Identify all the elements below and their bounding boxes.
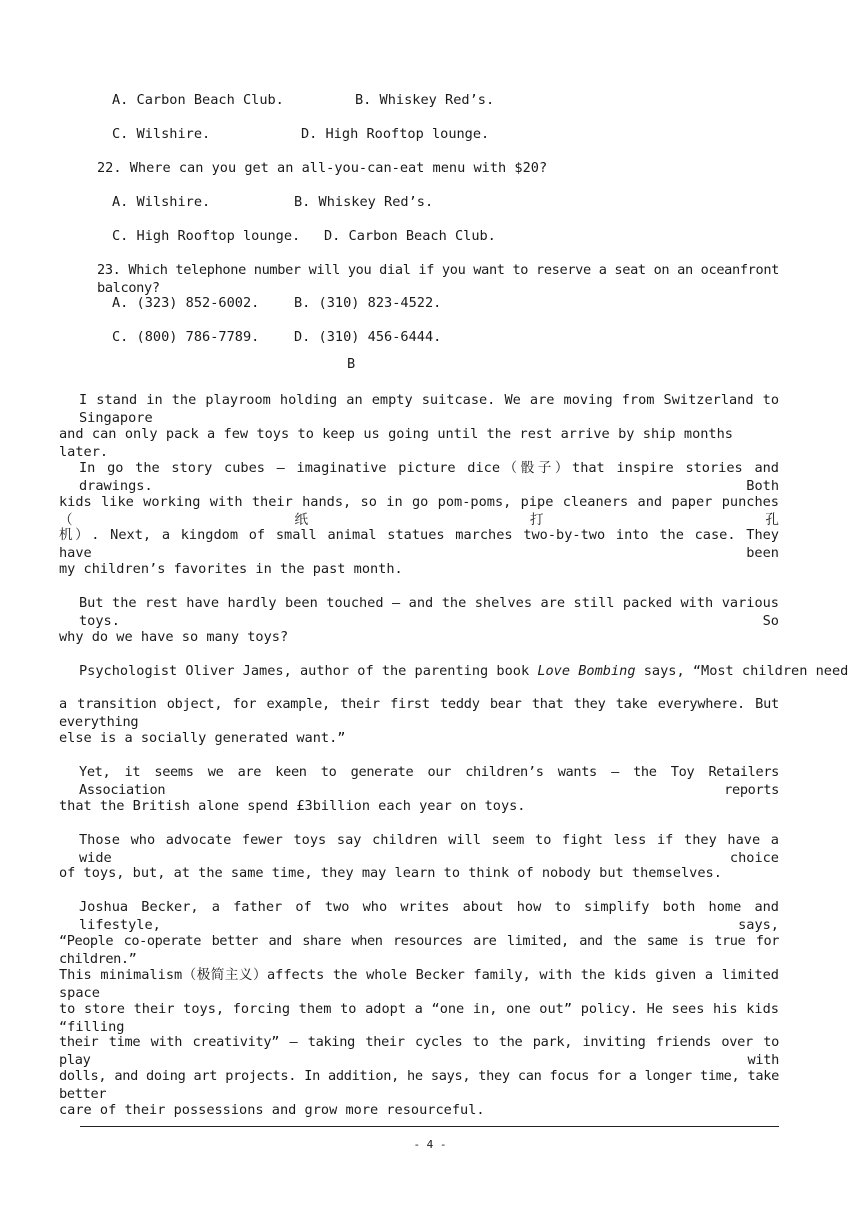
passage-p7-line3: This minimalism（极简主义）affects the whole Becker family, with the kids given a limited space: [59, 967, 779, 1001]
section-heading: B: [347, 356, 356, 372]
passage-p7-line5: their time with creativity” — taking their cycles to the park, inviting friends over to play with: [59, 1034, 779, 1068]
q22-option-b: B. Whiskey Red’s.: [294, 194, 434, 210]
passage-p2-line2: kids like working with their hands, so in go pom-poms, pipe cleaners and paper punches（纸打孔: [59, 494, 779, 528]
q21-option-c: C. Wilshire.: [112, 126, 211, 142]
passage-p6-line1: Those who advocate fewer toys say children will seem to fight less if they have a wide choice: [79, 832, 779, 866]
passage-p2-line3: 机）. Next, a kingdom of small animal statues marches two-by-two into the case. They have been: [59, 527, 779, 561]
passage-p6-line2: of toys, but, at the same time, they may learn to think of nobody but themselves.: [59, 865, 722, 881]
q21-option-a: A. Carbon Beach Club.: [112, 92, 284, 108]
q22-option-c: C. High Rooftop lounge.: [112, 228, 301, 244]
passage-p7-line4: to store their toys, forcing them to adopt a “one in, one out” policy. He sees his kids “filling: [59, 1001, 779, 1035]
passage-p5-line2: that the British alone spend £3billion each year on toys.: [59, 798, 526, 814]
passage-p7-line1: Joshua Becker, a father of two who writes about how to simplify both home and lifestyle, says,: [79, 899, 779, 933]
q21-option-d: D. High Rooftop lounge.: [301, 126, 490, 142]
passage-p4-line1: [79, 662, 849, 680]
footer-divider: [80, 1126, 779, 1127]
passage-p7-line2: “People co-operate better and share when resources are limited, and the same is true for children.”: [59, 933, 779, 967]
q22-option-d: D. Carbon Beach Club.: [324, 228, 496, 244]
passage-p3-line1: But the rest have hardly been touched — and the shelves are still packed with various toys. So: [79, 595, 779, 629]
q23-option-a: A. (323) 852-6002.: [112, 295, 260, 311]
passage-p5-line1: Yet, it seems we are keen to generate our children’s wants — the Toy Retailers Association reports: [79, 764, 779, 798]
passage-p2-line4: my children’s favorites in the past month.: [59, 561, 403, 577]
p4-text-before: Psychologist Oliver James, author of the parenting book: [79, 663, 538, 679]
passage-p1-line1: I stand in the playroom holding an empty suitcase. We are moving from Switzerland to Singapore: [79, 392, 779, 426]
passage-p3-line2: why do we have so many toys?: [59, 629, 289, 645]
q22-stem: 22. Where can you get an all-you-can-eat menu with $20?: [97, 160, 548, 176]
passage-p4-line2: a transition object, for example, their first teddy bear that they take everywhere. But everything: [59, 696, 779, 730]
passage-p7-line6: dolls, and doing art projects. In addition, he says, they can focus for a longer time, take better: [59, 1068, 779, 1102]
q23-stem: 23. Which telephone number will you dial if you want to reserve a seat on an oceanfront balcony?: [97, 262, 779, 296]
book-title: Love Bombing: [537, 663, 636, 679]
q22-option-a: A. Wilshire.: [112, 194, 211, 210]
p4-text-after: says, “Most children need: [635, 663, 849, 679]
passage-p1-line2: and can only pack a few toys to keep us going until the rest arrive by ship months later.: [59, 426, 733, 460]
passage-p4-line3: else is a socially generated want.”: [59, 730, 346, 746]
q23-option-d: D. (310) 456-6444.: [294, 329, 442, 345]
passage-p7-line7: care of their possessions and grow more resourceful.: [59, 1102, 485, 1118]
passage-p2-line1: In go the story cubes — imaginative picture dice（骰子）that inspire stories and drawings. Both: [79, 460, 779, 494]
q23-option-c: C. (800) 786-7789.: [112, 329, 260, 345]
page-number: - 4 -: [413, 1138, 447, 1151]
q21-option-b: B. Whiskey Red’s.: [355, 92, 495, 108]
q23-option-b: B. (310) 823-4522.: [294, 295, 442, 311]
